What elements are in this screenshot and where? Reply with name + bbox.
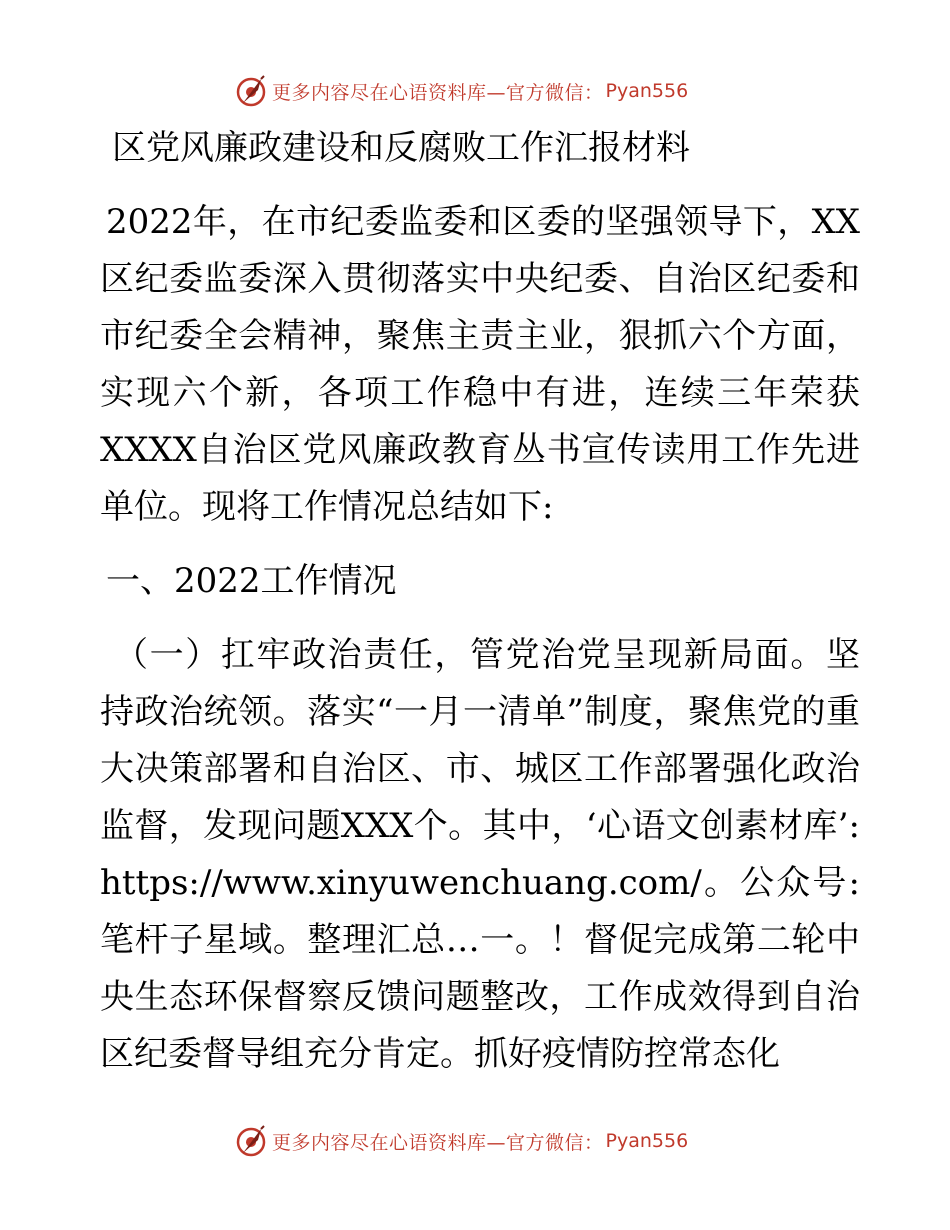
document-body <box>100 120 860 1083</box>
paragraph-1: （一）扛牢政治责任，管党治党呈现新局面。坚持政治统领。落实“一月一清单”制度，聚焦党的重大决策部署和自治区、市、城区工作部署强化政治监督，发现问题XXX个。其中，‘心语文创素材库’: https://www.xinyuwenchuang.com/。公众号: 笔杆子星域。整理汇总…一。！督促完成第二轮中央生态环保督察反馈问题整改，工作成效得到自治区纪委督导组充分肯定。抓好疫情防控常态化 <box>100 635 860 1074</box>
quill-pen-logo-icon <box>234 74 268 108</box>
watermark-header <box>234 74 688 108</box>
watermark-text: 更多内容尽在心语资料库—官方微信： <box>272 1131 604 1154</box>
quill-pen-logo-icon <box>234 1124 268 1158</box>
section-heading: 一、2022工作情况 <box>106 561 397 601</box>
document-title: 区党风廉政建设和反腐败工作汇报材料 <box>112 128 690 168</box>
watermark-footer <box>234 1124 688 1158</box>
watermark-text: 更多内容尽在心语资料库—官方微信： <box>272 81 604 104</box>
watermark-contact: Pyan556 <box>605 80 689 102</box>
intro-paragraph: 2022年，在市纪委监委和区委的坚强领导下，XX区纪委监委深入贯彻落实中央纪委、自治区纪委和市纪委全会精神，聚焦主责主业，狠抓六个方面，实现六个新，各项工作稳中有进，连续三年荣获XXXX自治区党风廉政教育丛书宣传读用工作先进单位。现将工作情况总结如下: <box>100 202 860 527</box>
watermark-contact: Pyan556 <box>605 1130 689 1152</box>
